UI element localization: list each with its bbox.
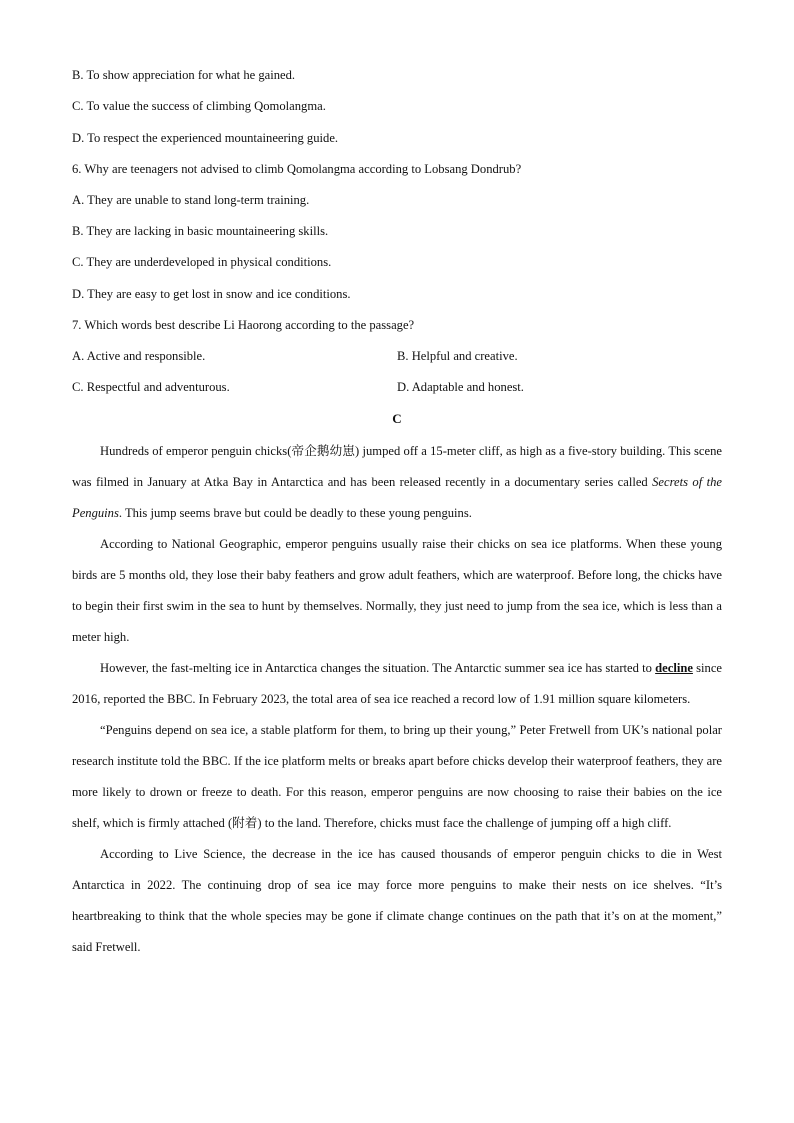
section-heading: C xyxy=(392,411,402,426)
underlined-word: decline xyxy=(655,661,693,675)
q5-option-b: B. To show appreciation for what he gained. xyxy=(72,68,296,82)
q6-option-a: A. They are unable to stand long-term training. xyxy=(72,193,310,207)
q7-option-a: A. Active and responsible. xyxy=(72,349,206,363)
documentary-title: Secrets of the Penguins xyxy=(72,475,722,520)
q7-question: 7. Which words best describe Li Haorong according to the passage? xyxy=(72,318,415,332)
q6-question: 6. Why are teenagers not advised to climb Qomolangma according to Lobsang Dondrub? xyxy=(72,162,522,176)
paragraph-1-text-end: . This jump seems brave but could be deadly to these young penguins. xyxy=(118,506,472,520)
q6-option-c: C. They are underdeveloped in physical conditions. xyxy=(72,255,332,269)
q7-option-b: B. Helpful and creative. xyxy=(397,349,518,363)
q6-option-b: B. They are lacking in basic mountaineering skills. xyxy=(72,224,329,238)
paragraph-2: According to National Geographic, emperor penguins usually raise their chicks on sea ice platforms. When these young birds are 5 months old, they lose their baby feathers and grow adult feathers, which are waterproof. Before long, the chicks have to begin their first swim in the sea to hunt by themselves. Normally, they just need to jump from the sea ice, which is less than a meter high. xyxy=(72,537,722,644)
q7-option-d: D. Adaptable and honest. xyxy=(397,380,524,394)
q5-option-c: C. To value the success of climbing Qomolangma. xyxy=(72,99,326,113)
paragraph-3-text-end: since 2016, reported the BBC. In February 2023, the total area of sea ice reached a record low of 1.91 million square kilometers. xyxy=(72,661,722,706)
q6-option-d: D. They are easy to get lost in snow and ice conditions. xyxy=(72,287,351,301)
paragraph-3-text: However, the fast-melting ice in Antarctica changes the situation. The Antarctic summer sea ice has started to xyxy=(100,661,656,675)
paragraph-4: “Penguins depend on sea ice, a stable platform for them, to bring up their young,” Peter Fretwell from UK’s national polar research institute told the BBC. If the ice platform melts or breaks apart before chicks develop their waterproof feathers, they are more likely to drown or freeze to death. For this reason, emperor penguins are now choosing to raise their babies on the ice shelf, which is firmly attached (附着) to the land. Therefore, chicks must face the challenge of jumping off a high cliff. xyxy=(72,723,722,830)
q7-option-c: C. Respectful and adventurous. xyxy=(72,380,230,394)
paragraph-1 xyxy=(72,436,722,529)
q5-option-d: D. To respect the experienced mountaineering guide. xyxy=(72,131,339,145)
paragraph-1-text: Hundreds of emperor penguin chicks(帝企鹅幼崽) jumped off a 15-meter cliff, as high as a five-story building. This scene was filmed in January at Atka Bay in Antarctica and has been released recently in a documentary series called xyxy=(72,444,722,489)
paragraph-5: According to Live Science, the decrease in the ice has caused thousands of emperor penguin chicks to die in West Antarctica in 2022. The continuing drop of sea ice may force more penguins to make their nests on ice shelves. “It’s heartbreaking to think that the whole species may be gone if climate change continues on the path that it’s on at the moment,” said Fretwell. xyxy=(72,847,722,954)
passage xyxy=(72,436,722,963)
paragraph-3 xyxy=(72,653,722,715)
